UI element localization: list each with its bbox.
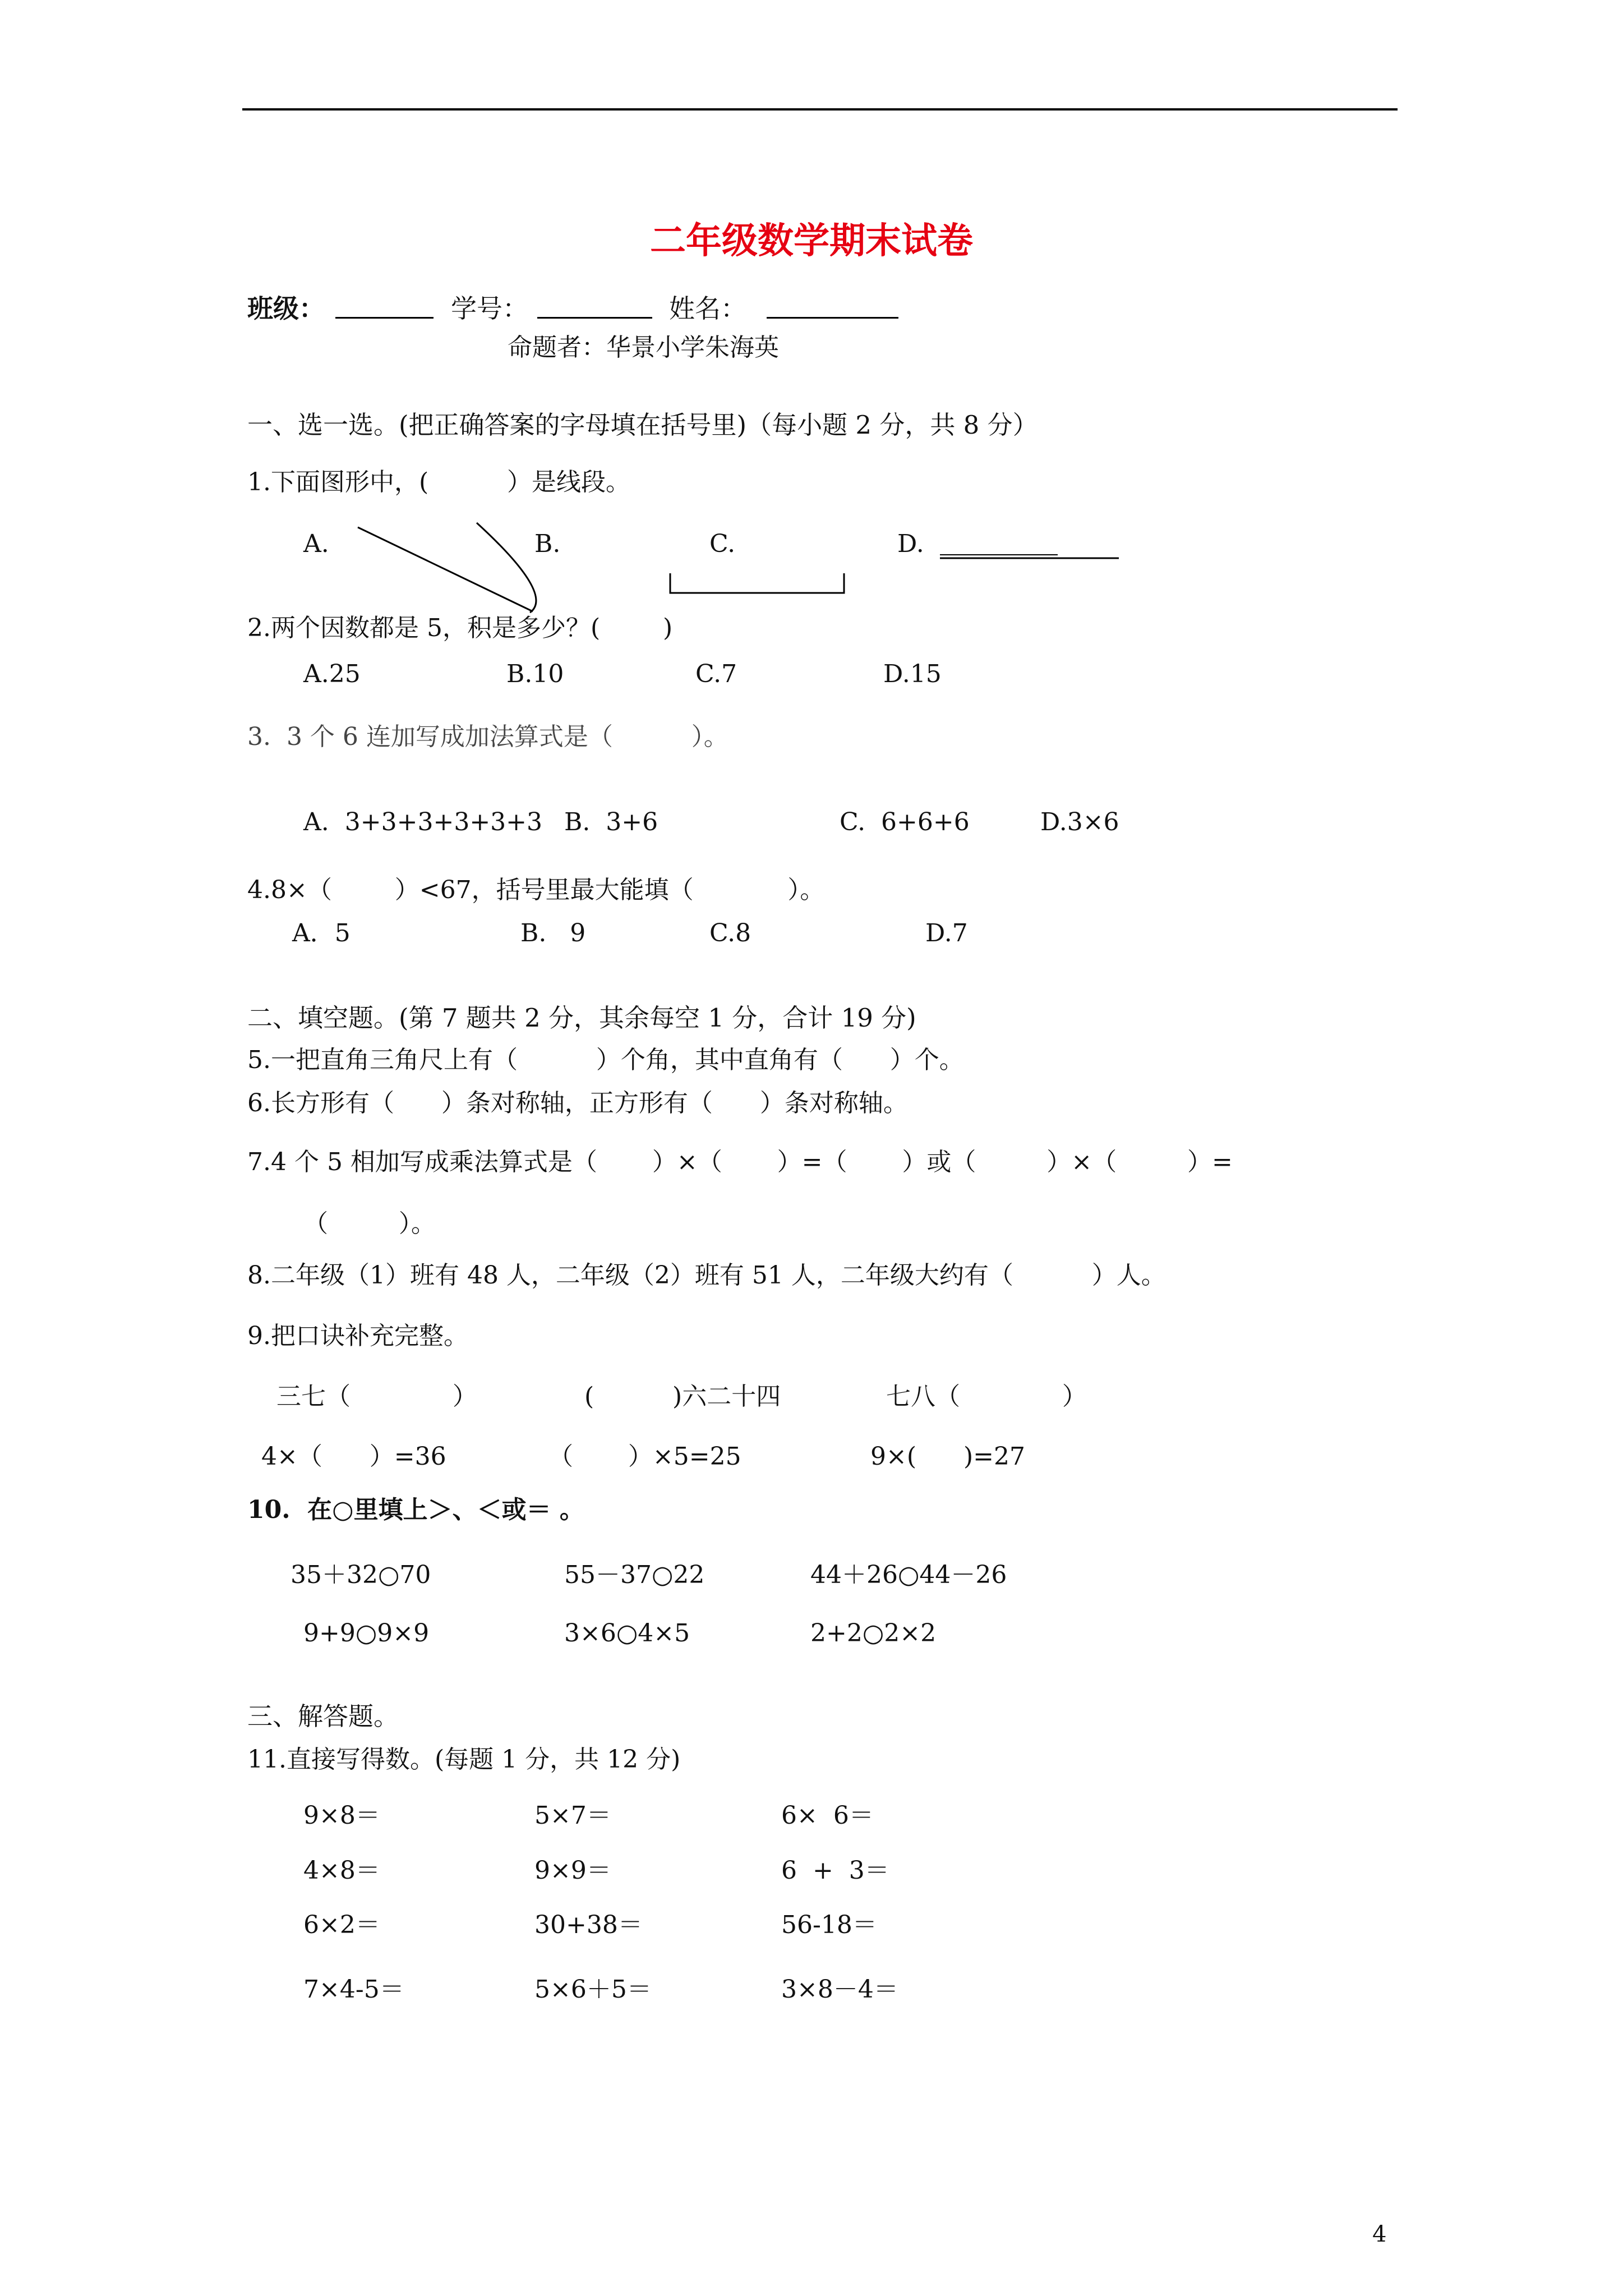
q6-text: 6.长方形有（ ）条对称轴，正方形有（ ）条对称轴。 xyxy=(247,1089,908,1117)
figure-a-ray xyxy=(358,527,533,611)
q9-item-4: 4×（ ）=36 xyxy=(261,1442,446,1471)
q1-option-c: C. xyxy=(709,530,736,558)
q2-option-c: C.7 xyxy=(695,660,737,688)
page-number: 4 xyxy=(1372,2221,1387,2247)
q9-item-5: （ ）×5=25 xyxy=(548,1442,741,1471)
q9-item-2: ( )六二十四 xyxy=(584,1382,781,1411)
q1-option-d: D. xyxy=(897,530,924,558)
q11-item-2: 5×7＝ xyxy=(534,1801,611,1830)
q3-option-a: A. 3+3+3+3+3+3 xyxy=(303,808,543,836)
q11-item-5: 9×9＝ xyxy=(534,1856,611,1885)
q4-option-a: A．5 xyxy=(292,919,351,947)
author-line: 命题者：华景小学朱海英 xyxy=(508,333,779,362)
q9-item-6: 9×( )=27 xyxy=(870,1442,1025,1471)
q11-item-11: 5×6＋5＝ xyxy=(534,1975,652,2004)
q3-option-c: C. 6+6+6 xyxy=(840,808,970,836)
q7-line2: （ ）。 xyxy=(303,1209,436,1238)
q5-text: 5.一把直角三角尺上有（ ）个角，其中直角有（ ）个。 xyxy=(247,1046,964,1074)
q2-option-a: A.25 xyxy=(303,660,361,688)
class-label: 班级： xyxy=(247,293,325,324)
q11-item-10: 7×4-5＝ xyxy=(303,1975,404,2004)
q10-item-1: 35＋32○70 xyxy=(291,1561,431,1589)
q9-item-1: 三七（ ） xyxy=(276,1382,477,1411)
q1-option-b: B. xyxy=(534,530,561,558)
q3-option-d: D.3×6 xyxy=(1040,808,1119,836)
student-id-label: 学号： xyxy=(451,293,528,324)
q9-text: 9.把口诀补充完整。 xyxy=(247,1322,468,1350)
q9-item-3: 七八（ ） xyxy=(886,1382,1087,1411)
q2-option-b: B.10 xyxy=(506,660,564,688)
q4-option-d: D.7 xyxy=(925,919,968,947)
q11-item-8: 30+38＝ xyxy=(534,1911,643,1939)
q10-text: 10. 在○里填上＞、＜或＝ 。 xyxy=(247,1496,584,1524)
q10-item-4: 9+9○9×9 xyxy=(303,1619,430,1648)
q10-item-5: 3×6○4×5 xyxy=(564,1619,690,1648)
q1-option-a: A. xyxy=(303,530,329,558)
q3-text: 3. 3 个 6 连加写成加法算式是（ ）。 xyxy=(247,723,728,751)
q11-item-6: 6 + 3＝ xyxy=(781,1856,889,1885)
q2-text: 2.两个因数都是 5，积是多少？( ) xyxy=(247,614,673,642)
q11-item-7: 6×2＝ xyxy=(303,1911,380,1939)
figure-c-segment xyxy=(670,573,844,593)
q10-item-6: 2+2○2×2 xyxy=(810,1619,937,1648)
q8-text: 8.二年级（1）班有 48 人，二年级（2）班有 51 人，二年级大约有（ ）人。 xyxy=(247,1261,1166,1290)
section1-heading: 一、选一选。(把正确答案的字母填在括号里)（每小题 2 分，共 8 分） xyxy=(247,410,1038,440)
q11-item-4: 4×8＝ xyxy=(303,1856,380,1885)
q11-item-12: 3×8－4＝ xyxy=(781,1975,898,2004)
q4-option-c: C.8 xyxy=(709,919,751,947)
section2-heading: 二、填空题。(第 7 题共 2 分，其余每空 1 分，合计 19 分) xyxy=(247,1003,916,1033)
q11-text: 11.直接写得数。(每题 1 分，共 12 分) xyxy=(247,1745,681,1774)
q1-text: 1.下面图形中，( ）是线段。 xyxy=(247,468,631,496)
q10-item-2: 55－37○22 xyxy=(564,1561,705,1589)
section3-heading: 三、解答题。 xyxy=(247,1701,399,1731)
q11-item-3: 6× 6＝ xyxy=(781,1801,874,1830)
page-title: 二年级数学期末试卷 xyxy=(650,220,973,262)
q10-item-3: 44＋26○44－26 xyxy=(810,1561,1007,1589)
q4-option-b: B. 9 xyxy=(520,919,586,947)
name-label: 姓名： xyxy=(669,293,746,324)
q3-option-b: B. 3+6 xyxy=(564,808,658,836)
q11-item-9: 56-18＝ xyxy=(781,1911,877,1939)
q2-option-d: D.15 xyxy=(883,660,942,688)
q4-text: 4.8×（ ）<67，括号里最大能填（ ）。 xyxy=(247,876,825,904)
q11-item-1: 9×8＝ xyxy=(303,1801,380,1830)
q7-line1: 7.4 个 5 相加写成乘法算式是（ ）×（ ）=（ ）或（ ）×（ ）= xyxy=(247,1148,1233,1176)
